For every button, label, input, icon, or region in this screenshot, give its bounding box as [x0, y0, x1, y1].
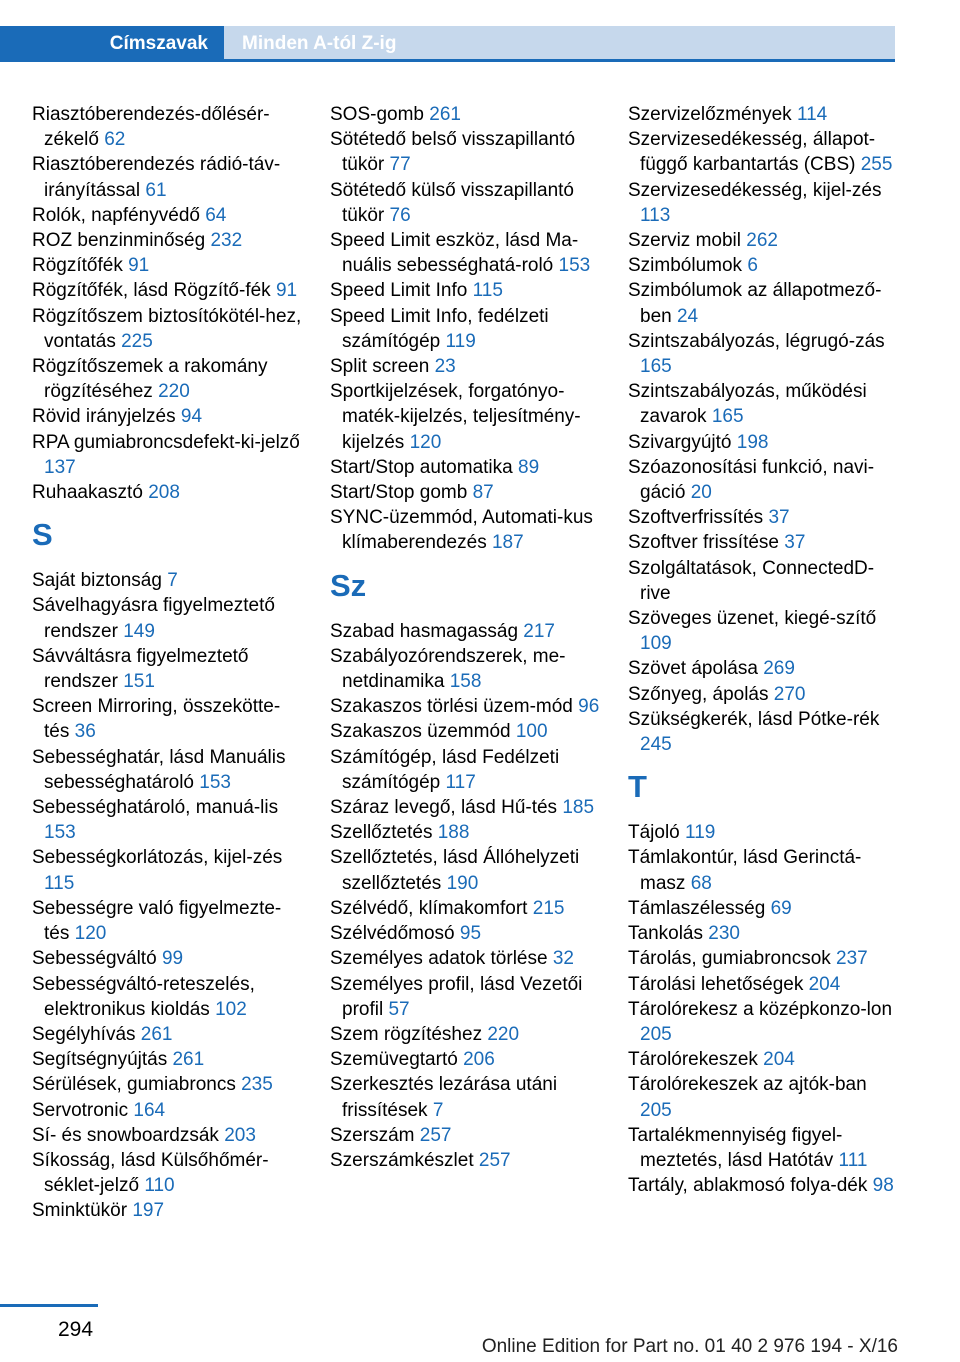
index-entry-text: Támlaszélesség — [628, 897, 766, 919]
index-entry — [32, 896, 304, 946]
page-reference-link[interactable]: 235 — [241, 1074, 273, 1096]
index-entry — [628, 845, 900, 895]
header-divider — [0, 59, 895, 62]
index-entry — [330, 455, 602, 480]
index-entry-text: Tankolás — [628, 923, 703, 945]
index-entry-text: RPA gumiabroncsdefekt-ki-jelző — [32, 431, 300, 453]
index-entry-text: Rögzítőfék, lásd Rögzítő-fék — [32, 280, 271, 302]
page-reference-link[interactable]: 114 — [796, 104, 828, 125]
index-entry — [330, 278, 602, 303]
page-reference-link[interactable]: 215 — [532, 897, 565, 919]
index-entry-text: Rögzítőszem biztosítókötél-hez, vontatás — [32, 305, 302, 352]
index-entry — [32, 1198, 304, 1223]
index-entry-text: Szimbólumok — [628, 255, 743, 277]
index-entry — [628, 430, 900, 455]
index-entry — [628, 972, 900, 997]
index-entry — [330, 354, 602, 379]
index-column-2 — [330, 102, 602, 1173]
index-entry-text: Szellőztetés, lásd Állóhelyzeti szellőztetés — [330, 847, 580, 894]
page-reference-link[interactable]: 245 — [640, 734, 672, 756]
page-reference-link[interactable]: 205 — [640, 1023, 672, 1045]
page-reference-link[interactable]: 270 — [773, 683, 806, 705]
page-reference-link[interactable]: 109 — [640, 633, 672, 655]
index-entry-text: Sebességváltó — [32, 948, 157, 970]
index-column-3 — [628, 102, 900, 1198]
page-reference-link[interactable]: 198 — [736, 431, 769, 453]
page-reference-link[interactable]: 225 — [121, 330, 153, 352]
page-reference-link[interactable]: 204 — [763, 1049, 795, 1071]
page-reference-link[interactable]: 165 — [711, 406, 744, 428]
index-entry-text: Tárolórekesz a középkonzo-lon — [628, 998, 893, 1020]
tab-minden-a-z-label: Minden A-tól Z-ig — [242, 32, 397, 54]
page-reference-link[interactable]: 98 — [872, 1175, 894, 1197]
index-entry-text: Sávváltásra figyelmeztető rendszer — [32, 645, 249, 693]
page-reference-link[interactable]: 76 — [389, 204, 411, 226]
index-entry-text: Riasztóberendezés-dőlésér-zékelő — [32, 104, 270, 151]
index-entry — [628, 379, 900, 429]
index-entry-text: Rögzítőszemek a rakomány rögzítéséhez — [32, 356, 268, 403]
index-entry — [32, 253, 304, 278]
index-entry-text: Szabad hasmagasság — [330, 620, 519, 642]
page-reference-link[interactable]: 20 — [690, 482, 712, 504]
index-entry — [628, 656, 900, 681]
index-entry — [628, 530, 900, 555]
index-entry — [32, 644, 304, 694]
page-reference-link[interactable]: 62 — [104, 129, 126, 151]
index-entry-text: Szöveges üzenet, kiegé-szítő — [628, 608, 877, 630]
page-reference-link[interactable]: 89 — [518, 456, 540, 478]
section-letter-heading: Sz — [330, 567, 367, 603]
index-entry-text: Tartalékmennyiség figyel-meztetés, lásd Hatótáv — [628, 1124, 843, 1171]
index-entry — [628, 178, 900, 228]
index-entry — [628, 556, 900, 606]
index-entry — [628, 1123, 900, 1173]
index-entry — [628, 1047, 900, 1072]
page-reference-link[interactable]: 68 — [690, 872, 712, 894]
index-entry — [628, 329, 900, 379]
index-entry-text: Szivargyújtó — [628, 431, 732, 453]
page-reference-link[interactable]: 117 — [445, 771, 476, 793]
index-entry-text: Tárolás, gumiabroncsok — [628, 948, 831, 970]
index-entry-text: Sminktükör — [32, 1200, 128, 1222]
page-reference-link[interactable]: 255 — [860, 154, 893, 176]
index-entry-text: Speed Limit Info — [330, 280, 468, 302]
page-reference-link[interactable]: 91 — [275, 280, 298, 302]
index-entry — [32, 278, 304, 303]
index-entry — [330, 845, 602, 895]
index-entry — [330, 1022, 602, 1047]
index-entry — [628, 1173, 900, 1198]
index-entry-text: Szimbólumok az állapotmező-ben — [628, 280, 882, 327]
index-entry-text: Rögzítőfék — [32, 255, 123, 277]
page-reference-link[interactable]: 87 — [472, 482, 494, 504]
index-entry — [32, 354, 304, 404]
page-reference-link[interactable]: 110 — [144, 1175, 175, 1197]
index-entry — [330, 694, 602, 719]
page-reference-link[interactable]: 6 — [747, 255, 758, 277]
index-entry-text: Tájoló — [628, 822, 680, 844]
index-entry-text: Szolgáltatások, ConnectedD-rive — [628, 557, 875, 604]
index-entry — [628, 707, 900, 757]
page-reference-link[interactable]: 120 — [409, 431, 442, 453]
index-entry — [330, 1148, 602, 1173]
index-entry — [628, 682, 900, 707]
index-entry — [32, 228, 304, 253]
index-entry-text: Tárolórekeszek — [628, 1049, 758, 1071]
page-reference-link[interactable]: 230 — [708, 923, 740, 945]
index-entry-text: Segítségnyújtás — [32, 1049, 168, 1071]
index-entry — [32, 972, 304, 1022]
index-entry-text: Ruhaakasztó — [32, 482, 143, 504]
index-entry — [330, 745, 602, 795]
index-entry — [330, 719, 602, 744]
index-entry — [32, 745, 304, 795]
index-entry-text: Személyes profil, lásd Vezetői profil — [330, 973, 583, 1020]
index-entry-text: SYNC-üzemmód, Automati-kus klímaberendezés — [330, 507, 593, 554]
page-reference-link[interactable]: 115 — [472, 280, 503, 302]
index-entry — [330, 304, 602, 354]
index-entry — [32, 430, 304, 480]
index-entry-text: Szerszám — [330, 1124, 415, 1146]
index-entry — [32, 593, 304, 643]
index-entry-text: Tartály, ablakmosó folya-dék — [628, 1175, 868, 1197]
index-entry-text: Szervizesedékesség, állapot-függő karbantartás (CBS) — [628, 129, 876, 176]
page-reference-link[interactable]: 164 — [133, 1099, 166, 1121]
page-reference-link[interactable]: 113 — [640, 204, 671, 226]
index-entry-text: Sebességhatároló, manuá-lis — [32, 797, 279, 819]
page-reference-link[interactable]: 153 — [44, 822, 76, 844]
index-entry-text: Sebességhatár, lásd Manuális sebességhatároló — [32, 746, 286, 793]
page-reference-link[interactable]: 208 — [148, 482, 180, 504]
index-entry-text: Szoftver frissítése — [628, 532, 779, 554]
index-entry — [330, 644, 602, 694]
index-entry — [628, 1072, 900, 1122]
page-reference-link[interactable]: 153 — [199, 771, 231, 793]
page-reference-link[interactable]: 220 — [487, 1023, 520, 1045]
page-reference-link[interactable]: 257 — [419, 1124, 452, 1146]
page-reference-link[interactable]: 204 — [808, 973, 841, 995]
index-entry — [628, 455, 900, 505]
index-entry — [628, 127, 900, 177]
index-entry-text: Szintszabályozás, működési zavarok — [628, 381, 867, 428]
index-entry-text: Sötétedő külső visszapillantó tükör — [330, 179, 574, 226]
page-reference-link[interactable]: 158 — [449, 671, 482, 693]
page-reference-link[interactable]: 153 — [558, 255, 591, 277]
page-reference-link[interactable]: 261 — [172, 1049, 205, 1071]
footer-divider — [0, 1304, 98, 1307]
index-entry-text: Sérülések, gumiabroncs — [32, 1074, 236, 1096]
index-entry — [32, 795, 304, 845]
edition-note: Online Edition for Part no. 01 40 2 976 194 - X/16 — [481, 1336, 898, 1357]
page-reference-link[interactable]: 237 — [836, 948, 868, 970]
index-entry-text: Start/Stop automatika — [330, 456, 513, 478]
page-reference-link[interactable]: 94 — [180, 406, 203, 428]
index-entry-text: ROZ benzinminőség — [32, 230, 206, 252]
index-entry — [32, 1098, 304, 1123]
page-reference-link[interactable]: 151 — [123, 671, 155, 693]
index-entry-text: Szélvédőmosó — [330, 923, 455, 945]
index-entry-text: Speed Limit eszköz, lásd Ma-nuális sebességhatá-roló — [330, 230, 579, 277]
page-reference-link[interactable]: 77 — [389, 154, 411, 176]
index-entry — [330, 946, 602, 971]
index-entry-text: Sí- és snowboardzsák — [32, 1124, 219, 1146]
index-entry — [628, 505, 900, 530]
index-entry — [330, 820, 602, 845]
index-entry-text: Riasztóberendezés rádió-táv-irányítással — [32, 154, 281, 201]
index-entry — [32, 1148, 304, 1198]
page-reference-link[interactable]: 197 — [132, 1200, 165, 1222]
index-entry-text: Szintszabályozás, légrugó-zás — [628, 330, 885, 352]
page-reference-link[interactable]: 95 — [459, 923, 482, 945]
page-reference-link[interactable]: 23 — [434, 356, 456, 378]
page-reference-link[interactable]: 115 — [44, 872, 75, 894]
page-reference-link[interactable]: 37 — [784, 532, 806, 554]
index-entry-text: Szoftverfrissítés — [628, 507, 764, 529]
index-entry-text: Támlakontúr, lásd Gerinctá-masz — [628, 847, 862, 894]
index-entry — [330, 505, 602, 555]
page-reference-link[interactable]: 217 — [523, 620, 555, 642]
index-entry-text: Személyes adatok törlése — [330, 948, 548, 970]
index-entry-text: Sávelhagyásra figyelmeztető rendszer — [32, 595, 275, 642]
page-reference-link[interactable]: 205 — [640, 1099, 672, 1121]
index-entry — [32, 152, 304, 202]
page-reference-link[interactable]: 37 — [768, 507, 790, 529]
header-tabs — [0, 26, 895, 61]
index-entry — [628, 228, 900, 253]
index-entry-text: Screen Mirroring, összekötte-tés — [32, 696, 281, 743]
index-entry — [330, 178, 602, 228]
index-entry — [628, 896, 900, 921]
tab-cimszavak-label: Címszavak — [109, 32, 208, 54]
page-reference-link[interactable]: 64 — [205, 204, 227, 226]
index-entry-text: Szövet ápolása — [628, 658, 758, 680]
index-entry — [32, 102, 304, 152]
index-entry-text: Szerkesztés lezárása utáni frissítések — [330, 1074, 558, 1121]
index-entry — [32, 404, 304, 429]
index-entry — [628, 253, 900, 278]
page-reference-link[interactable]: 69 — [770, 897, 792, 919]
page-reference-link[interactable]: 91 — [128, 255, 150, 277]
index-entry-text: Száraz levegő, lásd Hű-tés — [330, 797, 558, 819]
page-reference-link[interactable]: 57 — [388, 998, 410, 1020]
index-entry-text: Sebességváltó-reteszelés, elektronikus kioldás — [32, 973, 255, 1020]
index-entry-text: Szóazonosítási funkció, navi-gáció — [628, 456, 875, 504]
index-entry-text: Sebességkorlátozás, kijel-zés — [32, 847, 283, 869]
page-reference-link[interactable]: 99 — [161, 948, 184, 970]
page-reference-link[interactable]: 188 — [437, 822, 470, 844]
page-reference-link[interactable]: 220 — [158, 381, 190, 403]
index-entry — [32, 694, 304, 744]
index-entry-text: Szőnyeg, ápolás — [628, 683, 769, 705]
index-entry — [330, 1047, 602, 1072]
index-entry — [32, 1047, 304, 1072]
page-reference-link[interactable]: 119 — [445, 330, 476, 352]
page-reference-link[interactable]: 187 — [491, 532, 524, 554]
page-reference-link[interactable]: 165 — [640, 356, 672, 378]
index-entry — [628, 820, 900, 845]
index-entry — [628, 102, 900, 127]
index-entry — [330, 228, 602, 278]
page-reference-link[interactable]: 32 — [552, 948, 574, 970]
index-entry — [32, 480, 304, 505]
index-entry — [32, 1123, 304, 1148]
index-entry-text: Servotronic — [32, 1099, 129, 1121]
index-entry-text: Saját biztonság — [32, 570, 162, 592]
index-entry-text: Szakaszos törlési üzem-mód — [330, 696, 573, 718]
section-letter-heading: S — [32, 517, 53, 553]
index-entry — [330, 127, 602, 177]
page-reference-link[interactable]: 269 — [763, 658, 795, 680]
index-entry-text: Speed Limit Info, fedélzeti számítógép — [330, 305, 549, 352]
index-entry — [628, 997, 900, 1047]
index-entry — [628, 946, 900, 971]
page-reference-link[interactable]: 111 — [838, 1149, 868, 1171]
index-entry — [628, 921, 900, 946]
index-entry — [32, 568, 304, 593]
page-reference-link[interactable]: 206 — [463, 1049, 495, 1071]
page-reference-link[interactable]: 100 — [515, 721, 548, 743]
index-entry — [32, 946, 304, 971]
page-reference-link[interactable]: 61 — [145, 179, 167, 201]
index-entry-text: SOS-gomb — [330, 104, 424, 125]
index-entry — [330, 102, 602, 127]
page-number: 294 — [58, 1318, 94, 1341]
index-entry-text: Szervizelőzmények — [628, 104, 792, 125]
page-reference-link[interactable]: 149 — [123, 620, 155, 642]
index-entry — [330, 480, 602, 505]
index-entry-text: Szerszámkészlet — [330, 1149, 474, 1171]
page-reference-link[interactable]: 7 — [432, 1099, 444, 1121]
index-entry — [628, 278, 900, 328]
page-reference-link[interactable]: 261 — [429, 104, 461, 125]
page-reference-link[interactable]: 24 — [676, 305, 699, 327]
page-reference-link[interactable]: 190 — [446, 872, 479, 894]
index-entry-text: Szakaszos üzemmód — [330, 721, 511, 743]
index-entry — [628, 606, 900, 656]
page-reference-link[interactable]: 7 — [167, 570, 178, 592]
index-column-1 — [32, 102, 304, 1224]
index-entry — [330, 921, 602, 946]
index-entry-text: Rövid irányjelzés — [32, 406, 176, 428]
index-entry — [330, 379, 602, 455]
index-entry — [330, 896, 602, 921]
page-reference-link[interactable]: 203 — [224, 1124, 256, 1146]
index-entry-text: Tárolórekeszek az ajtók-ban — [628, 1074, 867, 1096]
index-entry-text: Szükségkerék, lásd Pótke-rék — [628, 708, 880, 730]
index-entry-text: Szellőztetés — [330, 822, 433, 844]
index-entry-text: Start/Stop gomb — [330, 482, 468, 504]
index-entry — [32, 1072, 304, 1097]
page-reference-link[interactable]: 185 — [562, 797, 595, 819]
page-reference-link[interactable]: 102 — [215, 998, 247, 1020]
page-reference-link[interactable]: 261 — [140, 1023, 173, 1045]
index-entry-text: Sportkijelzések, forgatónyo-maték-kijelzés, teljesítmény-kijelzés — [330, 381, 581, 453]
index-entry-text: Rolók, napfényvédő — [32, 204, 200, 226]
tab-cimszavak[interactable] — [0, 26, 224, 61]
page-reference-link[interactable]: 119 — [685, 822, 716, 844]
index-entry — [330, 972, 602, 1022]
index-entry — [32, 1022, 304, 1047]
index-entry-text: Szélvédő, klímakomfort — [330, 897, 528, 919]
index-entry-text: Szemüvegtartó — [330, 1049, 458, 1071]
index-entry-text: Segélyhívás — [32, 1023, 136, 1045]
index-entry-text: Sötétedő belső visszapillantó tükör — [330, 129, 576, 176]
index-entry-text: Síkosság, lásd Külsőhőmér-séklet-jelző — [32, 1149, 269, 1197]
page-reference-link[interactable]: 36 — [74, 721, 96, 743]
index-entry-text: Split screen — [330, 356, 430, 378]
index-entry-text: Sebességre való figyelmezte-tés — [32, 897, 282, 945]
index-entry-text: Számítógép, lásd Fedélzeti számítógép — [330, 746, 560, 793]
page-reference-link[interactable]: 96 — [578, 696, 600, 718]
tab-minden-a-z[interactable] — [224, 26, 895, 61]
page-reference-link[interactable]: 262 — [746, 230, 778, 252]
index-entry — [330, 1123, 602, 1148]
index-entry-text: Szervizesedékesség, kijel-zés — [628, 179, 882, 201]
index-entry — [330, 619, 602, 644]
index-entry-text: Szerviz mobil — [628, 230, 741, 252]
index-entry — [32, 304, 304, 354]
page-reference-link[interactable]: 232 — [210, 230, 243, 252]
index-entry — [32, 845, 304, 895]
index-entry-text: Szem rögzítéshez — [330, 1023, 483, 1045]
index-entry — [32, 203, 304, 228]
index-entry-text: Szabályozórendszerek, me-netdinamika — [330, 645, 566, 693]
page-reference-link[interactable]: 120 — [74, 923, 107, 945]
index-entry-text: Tárolási lehetőségek — [628, 973, 804, 995]
page-reference-link[interactable]: 137 — [44, 456, 76, 478]
index-entry — [330, 795, 602, 820]
section-letter-heading: T — [628, 769, 647, 805]
index-entry — [330, 1072, 602, 1122]
page-reference-link[interactable]: 257 — [478, 1149, 511, 1171]
